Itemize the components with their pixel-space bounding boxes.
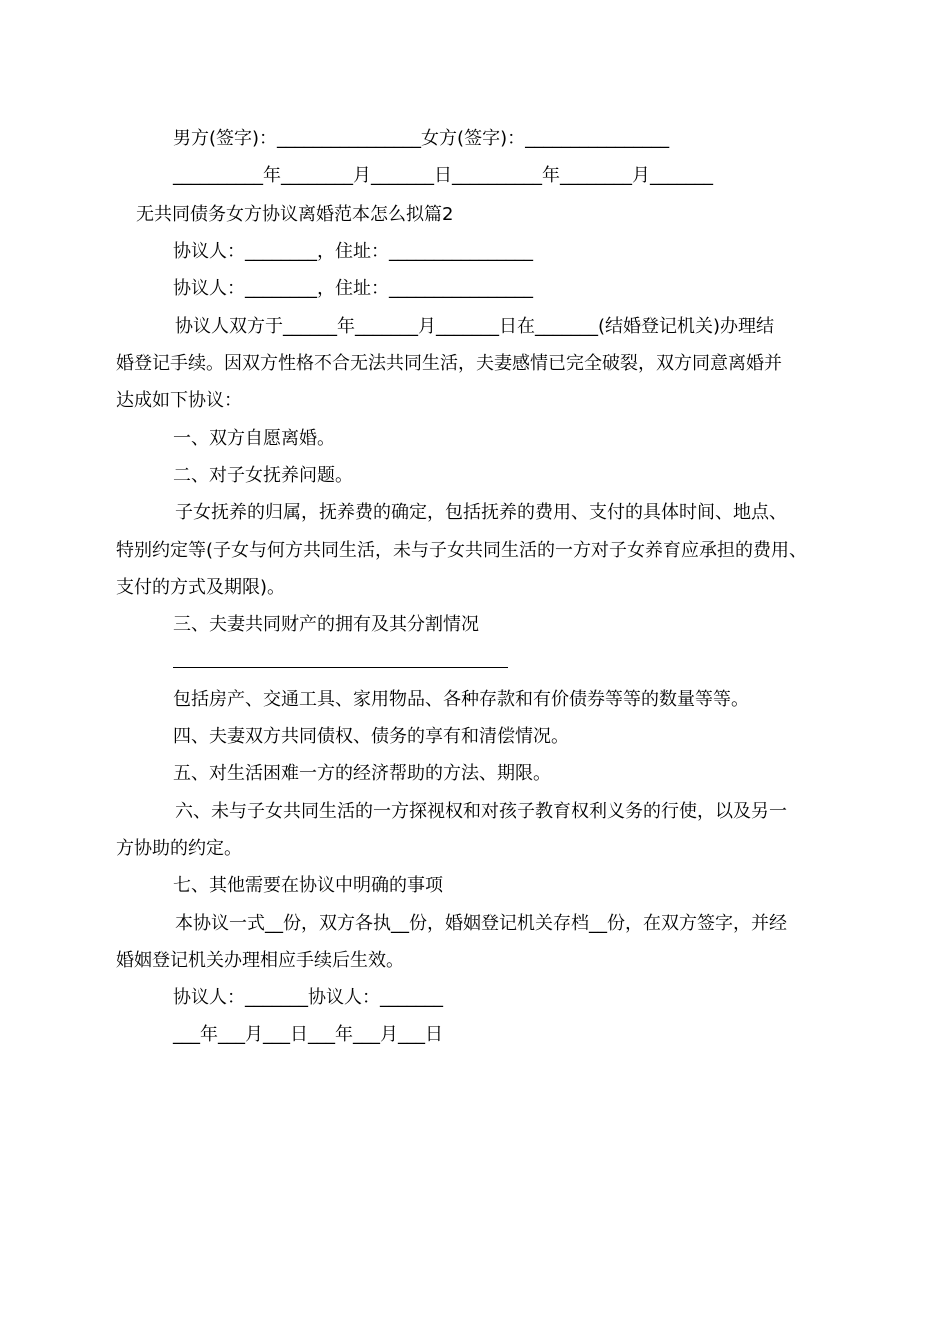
copies-paragraph-line-2: 婚姻登记机关办理相应手续后生效。 bbox=[116, 950, 404, 971]
child-paragraph-line-3: 支付的方式及期限)。 bbox=[116, 577, 286, 598]
clause-3: 三、夫妻共同财产的拥有及其分割情况 bbox=[173, 614, 479, 635]
clause-5: 五、对生活困难一方的经济帮助的方法、期限。 bbox=[173, 763, 551, 784]
child-paragraph-line-1: 子女抚养的归属，抚养费的确定，包括抚养的费用、支付的具体时间、地点、 bbox=[175, 502, 787, 523]
property-note: 包括房产、交通工具、家用物品、各种存款和有价债券等等的数量等等。 bbox=[173, 689, 749, 710]
blank-underline bbox=[173, 667, 508, 668]
section-title: 无共同债务女方协议离婚范本怎么拟篇2 bbox=[136, 204, 454, 225]
child-paragraph-line-2: 特别约定等(子女与何方共同生活，未与子女共同生活的一方对子女养育应承担的费用、 bbox=[116, 540, 808, 561]
copies-paragraph-line-1: 本协议一式__份，双方各执__份，婚姻登记机关存档__份，在双方签字，并经 bbox=[175, 913, 787, 934]
party-line-1: 协议人：________，住址：________________ bbox=[173, 241, 533, 262]
closing-parties: 协议人：_______协议人：_______ bbox=[173, 987, 443, 1008]
clause-6-line-1: 六、未与子女共同生活的一方探视权和对孩子教育权利义务的行使，以及另一 bbox=[175, 801, 787, 822]
clause-1: 一、双方自愿离婚。 bbox=[173, 428, 335, 449]
intro-paragraph-line-1: 协议人双方于______年_______月_______日在_______(结婚登记机关)办理结 bbox=[175, 316, 775, 337]
clause-4: 四、夫妻双方共同债权、债务的享有和清偿情况。 bbox=[173, 726, 569, 747]
clause-2: 二、对子女抚养问题。 bbox=[173, 465, 353, 486]
signature-line: 男方(签字)：________________女方(签字)：________________ bbox=[173, 128, 670, 149]
clause-7: 七、其他需要在协议中明确的事项 bbox=[173, 875, 443, 896]
date-line: __________年________月_______日__________年________月_______ bbox=[173, 165, 713, 186]
intro-paragraph-line-2: 婚登记手续。因双方性格不合无法共同生活，夫妻感情已完全破裂，双方同意离婚并 bbox=[116, 353, 782, 374]
intro-paragraph-line-3: 达成如下协议： bbox=[116, 390, 242, 411]
clause-6-line-2: 方协助的约定。 bbox=[116, 838, 242, 859]
party-line-2: 协议人：________，住址：________________ bbox=[173, 278, 533, 299]
closing-date: ___年___月___日___年___月___日 bbox=[173, 1024, 443, 1045]
